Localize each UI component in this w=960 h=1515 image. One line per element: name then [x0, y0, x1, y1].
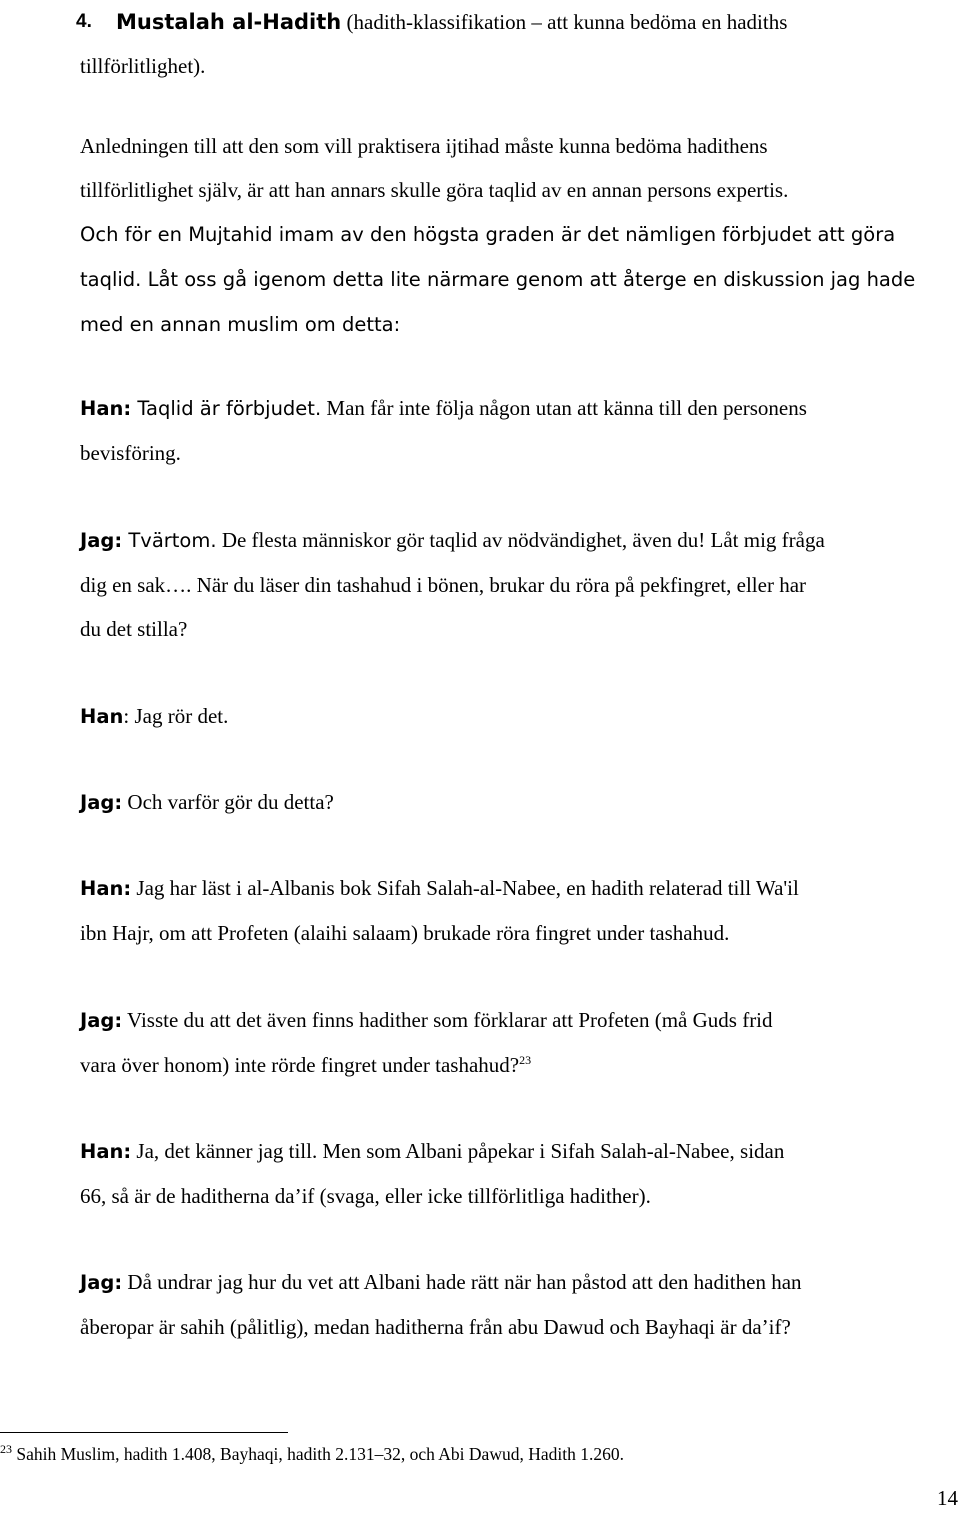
speaker-label: Han: [80, 1140, 132, 1163]
text-line: dig en sak…. När du läser din tashahud i bönen, brukar du röra på pekfingret, eller har [80, 573, 807, 597]
text-line: ibn Hajr, om att Profeten (alaihi salaam) brukade röra fingret under tashahud. [80, 921, 730, 945]
dialogue-han-3 [80, 866, 950, 955]
section-subtitle-cont: tillförlitlighet). [80, 54, 206, 78]
speaker-label: Jag: [80, 1271, 123, 1294]
dialogue-han-4 [80, 1129, 950, 1218]
section-number: 4. [76, 11, 92, 32]
text-line: Man får inte följa någon utan att känna till den personens [321, 396, 807, 420]
footnote-separator [0, 1432, 288, 1433]
speaker-label: Jag: [80, 1009, 123, 1032]
text-line: Tvärtom. [122, 529, 217, 552]
section-heading [76, 0, 950, 88]
text-line: med en annan muslim om detta: [80, 313, 401, 336]
dialogue-jag-1 [80, 518, 950, 651]
speaker-label: Jag: [80, 791, 123, 814]
text-line: Ja, det känner jag till. Men som Albani påpekar i [131, 1139, 551, 1163]
dialogue-jag-2 [80, 780, 950, 825]
text-line: Då undrar jag hur du vet att Albani hade rätt när han påstod att den hadithen han [122, 1270, 802, 1294]
speaker-label: Han [80, 705, 124, 728]
text-line: De flesta människor gör taqlid av nödvändighet, även du! Låt mig fråga [216, 528, 825, 552]
dialogue-jag-4 [80, 1260, 950, 1349]
speaker-label: Han: [80, 877, 132, 900]
text-line: Visste du att det även finns hadither som förklarar att Profeten (må Guds frid [122, 1008, 773, 1032]
intro-paragraph [80, 124, 950, 347]
footnote-number: 23 [0, 1442, 12, 1457]
text-line: Låt oss gå igenom detta lite närmare genom att återge en diskussion jag hade [141, 268, 916, 291]
text-line: vara över honom) inte rörde fingret under tashahud? [80, 1053, 520, 1077]
text-line: Anledningen till att den som vill praktisera ijtihad måste kunna bedöma hadithens [80, 134, 768, 158]
section-subtitle: (hadith-klassifikation – att kunna bedöma en hadiths [346, 10, 788, 34]
dialogue-han-2 [80, 694, 950, 739]
book-title: Sifah Salah-al-Nabee [550, 1139, 730, 1163]
text-line: tillförlitlighet själv, är att han annars skulle göra taqlid av en annan persons expertis. [80, 178, 789, 202]
page-number: 14 [937, 1486, 958, 1510]
text-line: , en hadith relaterad till Wa'il [555, 876, 799, 900]
dialogue-han-1 [80, 386, 950, 475]
speaker-label: Han: [80, 397, 132, 420]
footnote [0, 1442, 940, 1466]
text-line: bevisföring. [80, 441, 181, 465]
text-line: Och varför gör du detta? [122, 790, 334, 814]
text-line: Jag har läst i al-Albanis bok [131, 876, 377, 900]
text-line: åberopar är sahih (pålitlig), medan haditherna från abu Dawud och Bayhaqi är da’if? [80, 1315, 791, 1339]
section-title: Mustalah al-Hadith [116, 10, 342, 34]
text-line: 66, så är de haditherna da’if (svaga, eller icke tillförlitliga hadither). [80, 1184, 651, 1208]
footnote-ref[interactable]: 23 [519, 1053, 532, 1067]
dialogue-jag-3 [80, 998, 950, 1087]
book-title: Sifah Salah-al-Nabee [376, 876, 556, 900]
text-line: du det stilla? [80, 617, 188, 641]
speaker-label: Jag: [80, 529, 123, 552]
text-line: Taqlid är förbjudet. [131, 397, 322, 420]
text-line: Och för en Mujtahid imam av den högsta graden är det nämligen förbjudet att göra [80, 223, 896, 246]
text-line: : Jag rör det. [123, 704, 229, 728]
text-line: taqlid. [80, 268, 142, 291]
footnote-text: Sahih Muslim, hadith 1.408, Bayhaqi, hadith 2.131–32, och Abi Dawud, Hadith 1.260. [12, 1444, 624, 1464]
text-line: , sidan [729, 1139, 785, 1163]
